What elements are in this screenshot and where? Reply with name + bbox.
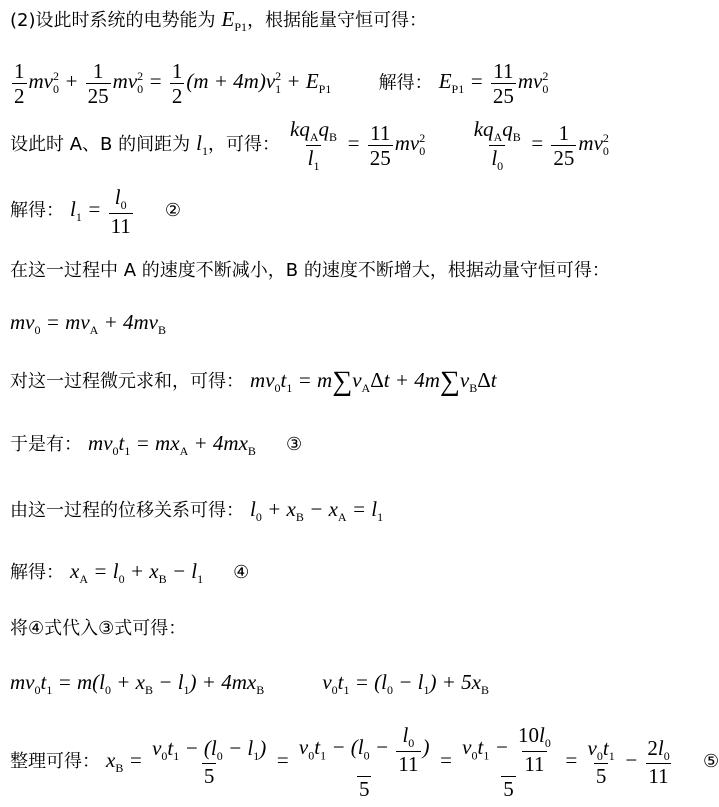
formula-l1: 解得： $l_1$ = $\frac{l_0}{11}$ ② — [10, 185, 181, 238]
formula: $E_{P1}$ — [221, 7, 248, 35]
formula-momentum: $mv_0 = mv_A + 4mv_B$ — [10, 310, 167, 338]
formula-substitution: $mv_0t_1 = m(l_0 + x_B - l_1) + 4mx_B$ $v_0t_1 = (l_0 - l_1) + 5x_B$ — [10, 670, 490, 698]
text-line-11: 将④式代入③式可得： — [10, 618, 187, 639]
formula-4: 解得： $x_A = l_0 + x_B - l_1$ ④ — [10, 559, 250, 587]
formula-energy-conservation: $\frac{1}{2}$ $mv_0^2$ + $\frac{1}{25}$ $mv_0^2$ = $\frac{1}{2}$ $(m + 4m)v_1^2 + E_{P1}$ 解得： $E_{P1}$ = $\frac{11}{25}$ $mv_0^2$ — [14, 59, 549, 109]
formula-displacement: 由这一过程的位移关系可得： $l_0 + x_B - x_A = l_1$ — [10, 497, 384, 525]
formula-distance: 设此时 A、B 的间距为 $l_1$，可得： $\frac{kq_Aq_B}{l_1}$ = $\frac{11}{25}$ $mv_0^2$ $\frac{kq_Aq_B}{l_0}$ = $\frac{1}{25}$ $mv_0^2$ — [10, 117, 609, 173]
equation-number: ② — [164, 200, 181, 222]
text-line-1: (2)设此时系统的电势能为 $E_{P1}$，根据能量守恒可得： — [10, 7, 428, 35]
equation-number: ④ — [233, 562, 250, 583]
equation-number: ③ — [285, 434, 303, 455]
formula-5: 整理可得： $x_B$ = $\frac{v_0t_1 - (l_0 - l_1)}{5}$ = $v_0t_1 - (l_0$ − $\frac{l_0}{11}$ ) 5 = $v_0t_1$ − $\frac{10l_0}{11}$ 5 = $\frac{v_0t_1}{5}$ − $\frac{2l_0}{11}$ ⑤ — [10, 723, 719, 801]
formula-summation: 对这一过程微元求和，可得： $mv_0t_1 = m\sum v_A\Delta t + 4m\sum v_B\Delta t$ — [10, 366, 497, 397]
equation-number: ⑤ — [702, 750, 719, 772]
formula-3: 于是有： $mv_0t_1 = mx_A + 4mx_B$ ③ — [10, 431, 303, 459]
text-line-5: 在这一过程中 A 的速度不断减小，B 的速度不断增大，根据动量守恒可得： — [10, 260, 610, 281]
